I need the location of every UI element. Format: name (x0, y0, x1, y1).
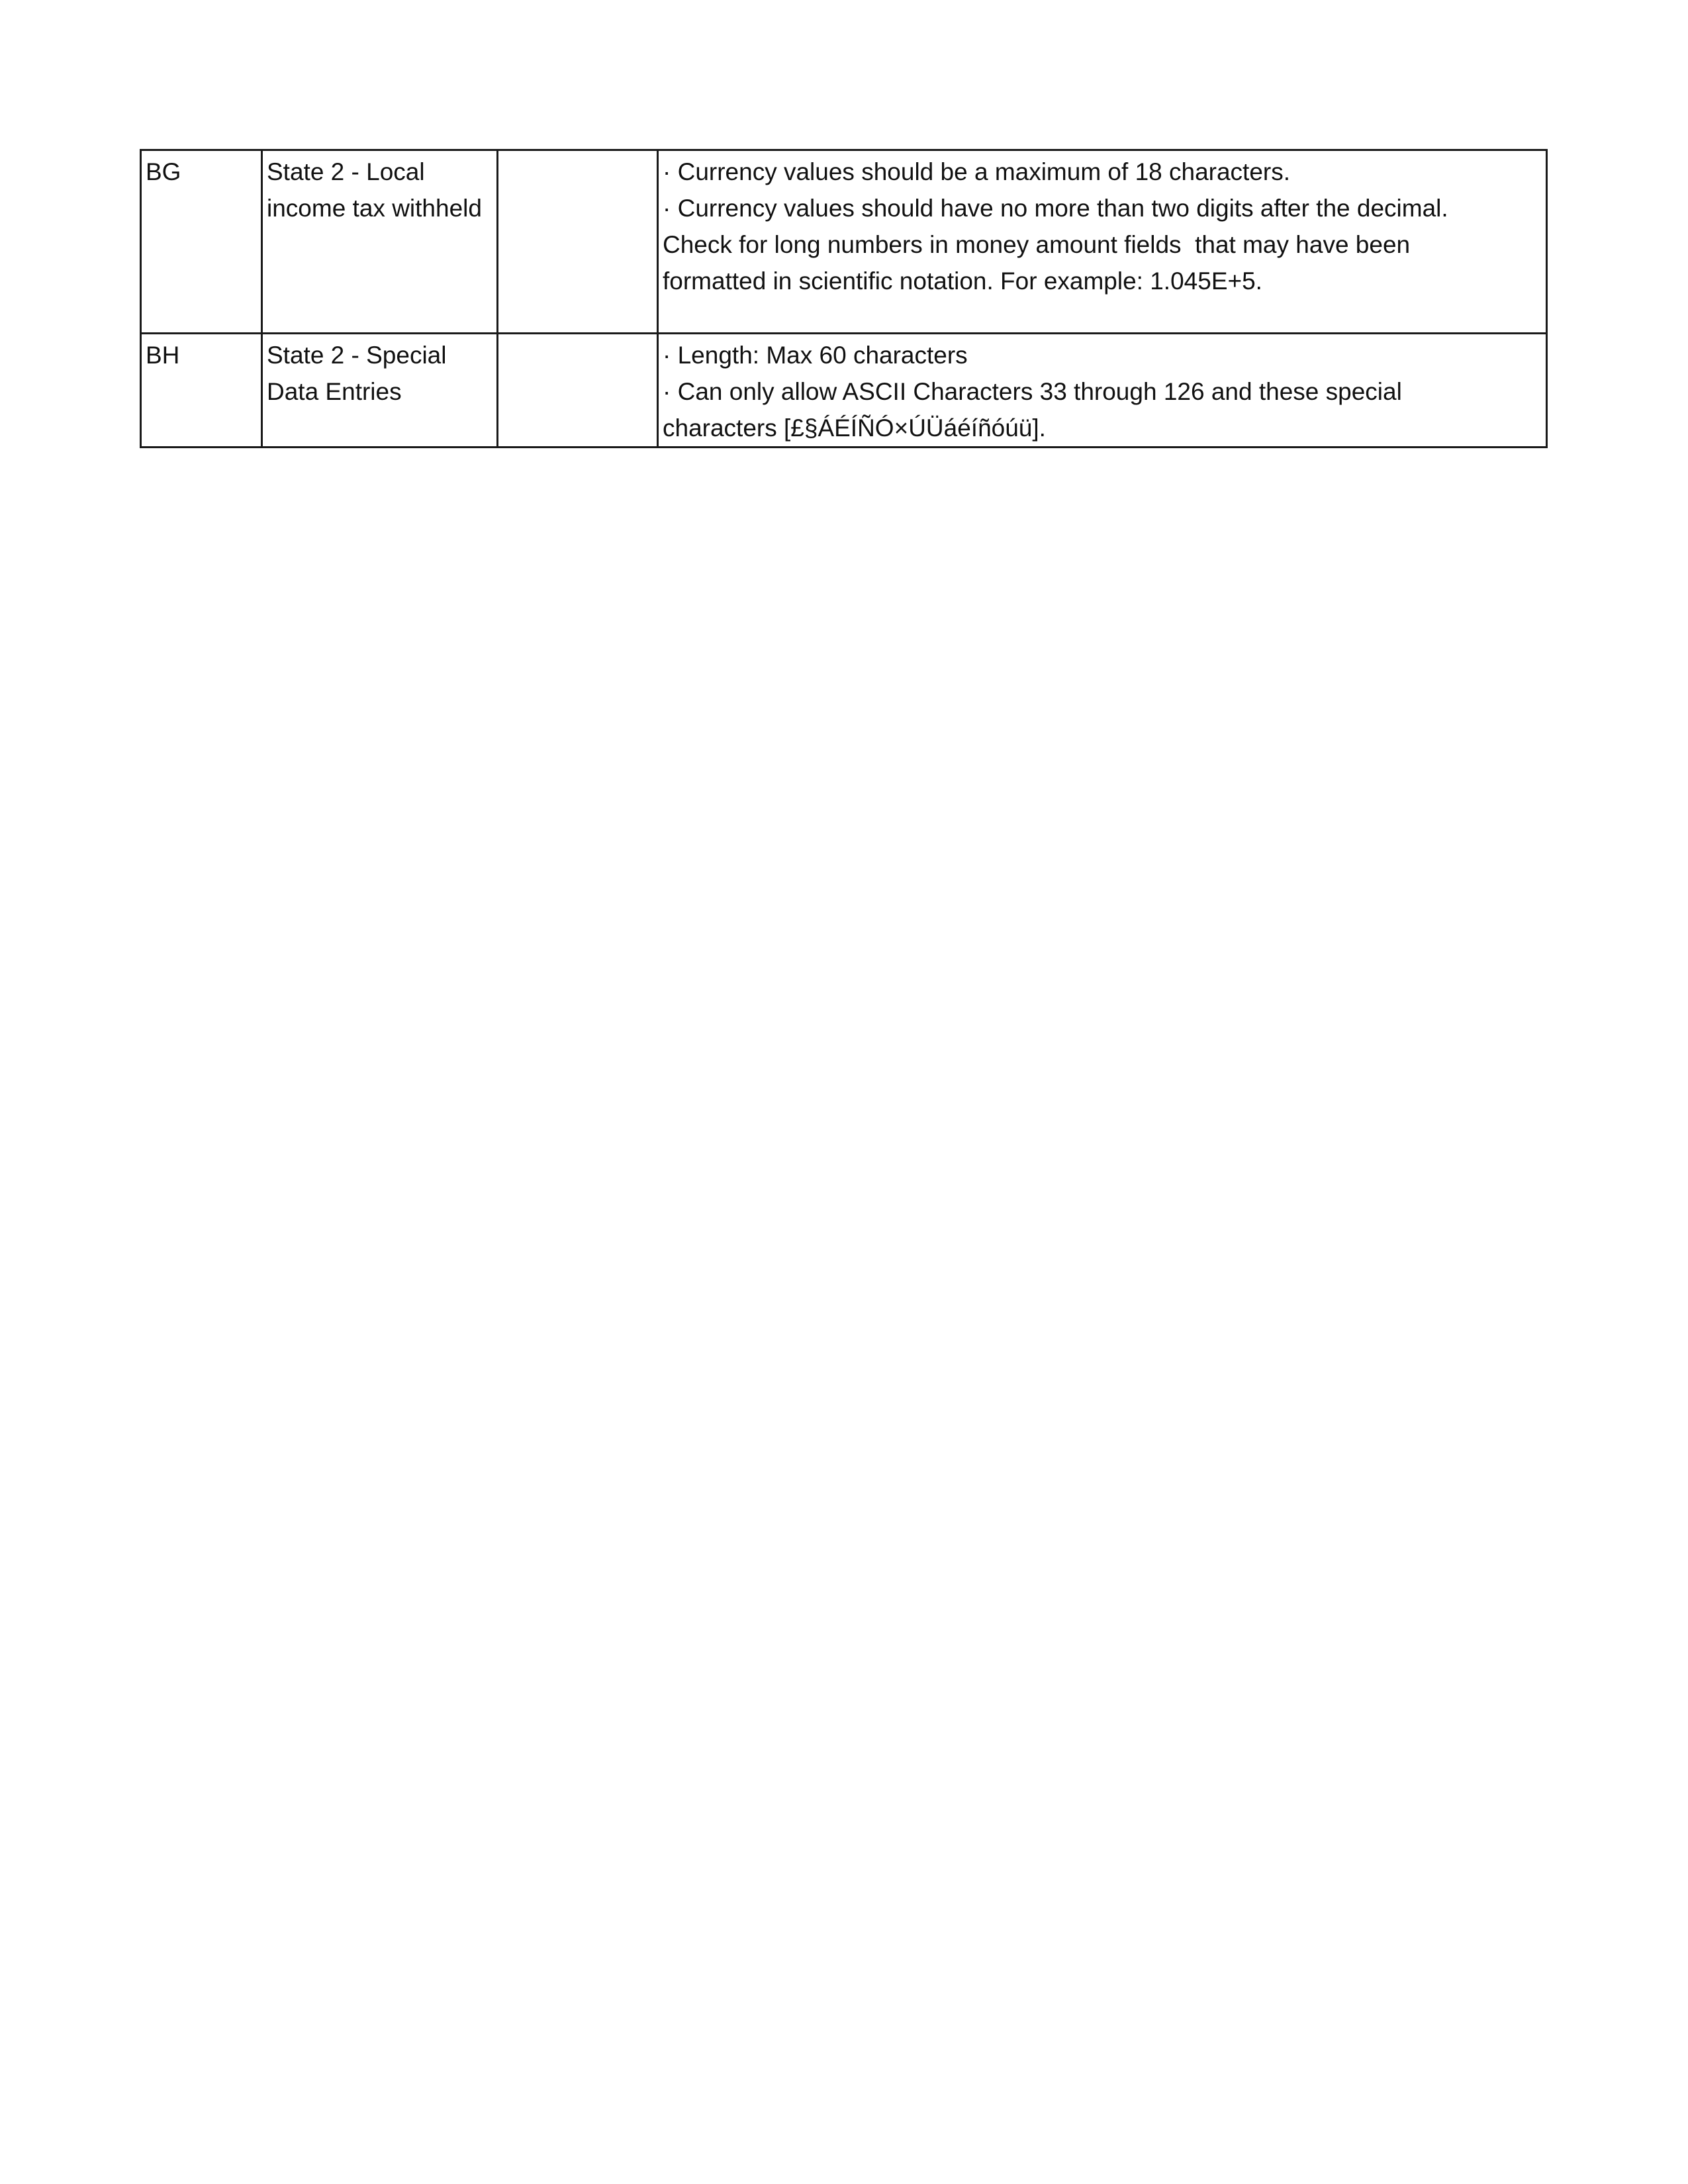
validation-rules-cell (658, 150, 1547, 334)
validation-rule: formatted in scientific notation. For example: 1.045E+5. (663, 267, 1262, 295)
field-name-cell (262, 150, 498, 334)
validation-rules-cell (658, 334, 1547, 448)
validation-rule: · Currency values should be a maximum of 18 characters. (663, 158, 1291, 185)
field-name-line: income tax withheld (267, 195, 482, 222)
table-row (141, 150, 1547, 334)
validation-rule: · Currency values should have no more than two digits after the decimal. (663, 195, 1448, 222)
validation-rule: · Can only allow ASCII Characters 33 through 126 and these special (663, 378, 1402, 405)
field-spec-table (140, 149, 1548, 448)
field-name-line: State 2 - Special (267, 342, 447, 369)
field-code: BH (146, 342, 180, 369)
field-name-cell (262, 334, 498, 448)
field-code-cell (141, 150, 262, 334)
table-row (141, 334, 1547, 448)
field-code: BG (146, 158, 181, 185)
validation-rule: Check for long numbers in money amount fields that may have been (663, 231, 1411, 258)
field-name-line: State 2 - Local (267, 158, 425, 185)
blank-cell (498, 334, 658, 448)
validation-rule: · Length: Max 60 characters (663, 342, 968, 369)
field-name-line: Data Entries (267, 378, 402, 405)
field-code-cell (141, 334, 262, 448)
blank-cell (498, 150, 658, 334)
validation-rule: characters [£§ÁÉÍÑÓ×ÚÜáéíñóúü]. (663, 414, 1046, 442)
